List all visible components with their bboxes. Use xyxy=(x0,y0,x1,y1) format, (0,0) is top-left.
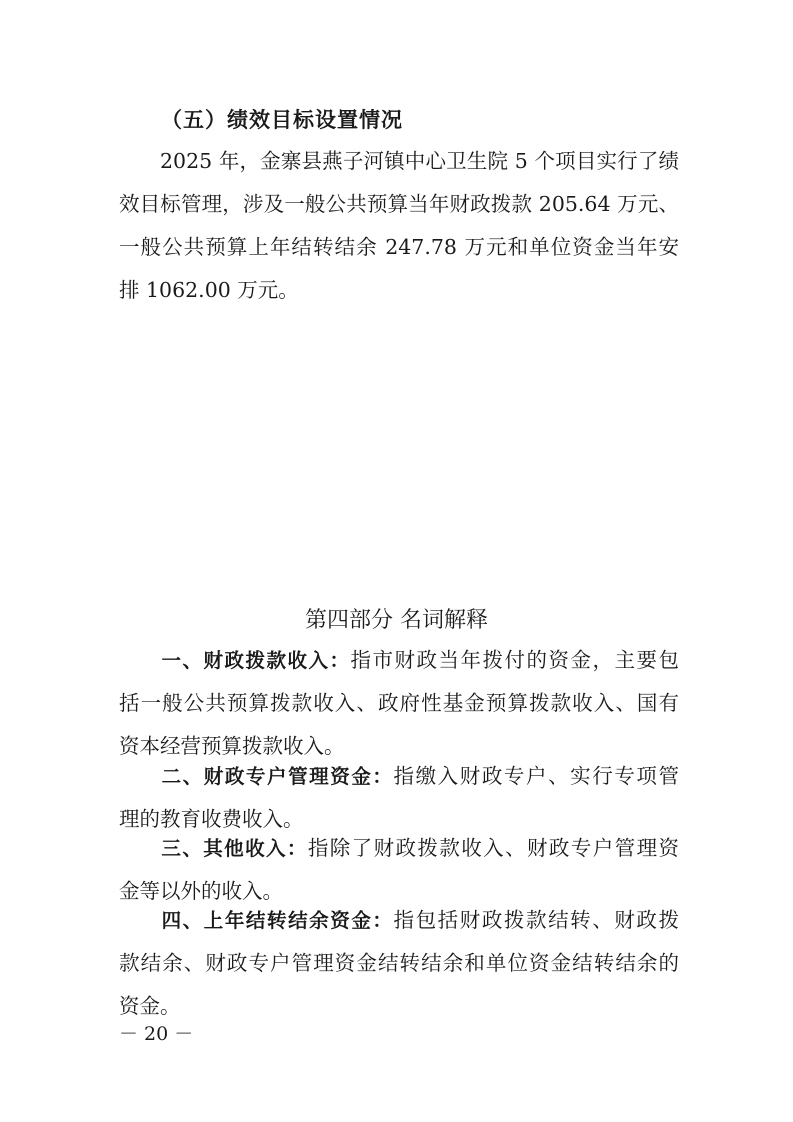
definition-line: 理的教育收费收入。 xyxy=(119,807,304,831)
definition-line xyxy=(119,899,679,942)
definition-term: 二、财政专户管理资金： xyxy=(160,765,394,788)
definition-text: 指缴入财政专户、实行专项管 xyxy=(393,764,679,788)
definition-text: 指市财政当年拨付的资金，主要包 xyxy=(350,648,679,672)
definition-line xyxy=(119,639,679,682)
section-heading: （五）绩效目标设置情况 xyxy=(161,107,403,132)
definition-line xyxy=(119,827,679,870)
definition-carryover-funds xyxy=(119,899,679,1028)
paragraph-line: 排 1062.00 万元。 xyxy=(119,278,299,302)
definition-line: 资本经营预算拨款收入。 xyxy=(119,734,345,758)
definition-line: 款结余、财政专户管理资金结转结余和单位资金结转结余的 xyxy=(119,951,679,975)
definition-fiscal-appropriation xyxy=(119,639,679,768)
definition-line: 金等以外的收入。 xyxy=(119,879,283,903)
definition-text: 指除了财政拨款收入、财政专户管理资 xyxy=(307,836,679,860)
paragraph-line-text: 2025 年，金寨县燕子河镇中心卫生院 5 个项目实行了绩 xyxy=(160,149,679,173)
paragraph-line: 效目标管理，涉及一般公共预算当年财政拨款 205.64 万元、 xyxy=(119,192,679,216)
definition-term: 一、财政拨款收入： xyxy=(160,649,351,672)
part-title: 第四部分 名词解释 xyxy=(305,608,488,633)
performance-paragraph xyxy=(119,140,679,312)
definition-text: 指包括财政拨款结转、财政拨 xyxy=(393,908,679,932)
definition-line: 括一般公共预算拨款收入、政府性基金预算拨款收入、国有 xyxy=(119,691,679,715)
definition-term: 四、上年结转结余资金： xyxy=(160,909,394,932)
definition-line: 资金。 xyxy=(119,994,181,1018)
page-number: － 20 － xyxy=(119,1023,194,1045)
definition-term: 三、其他收入： xyxy=(160,837,308,860)
definition-line xyxy=(119,755,679,798)
paragraph-line: 一般公共预算上年结转结余 247.78 万元和单位资金当年安 xyxy=(119,235,679,259)
paragraph-line xyxy=(119,140,679,183)
